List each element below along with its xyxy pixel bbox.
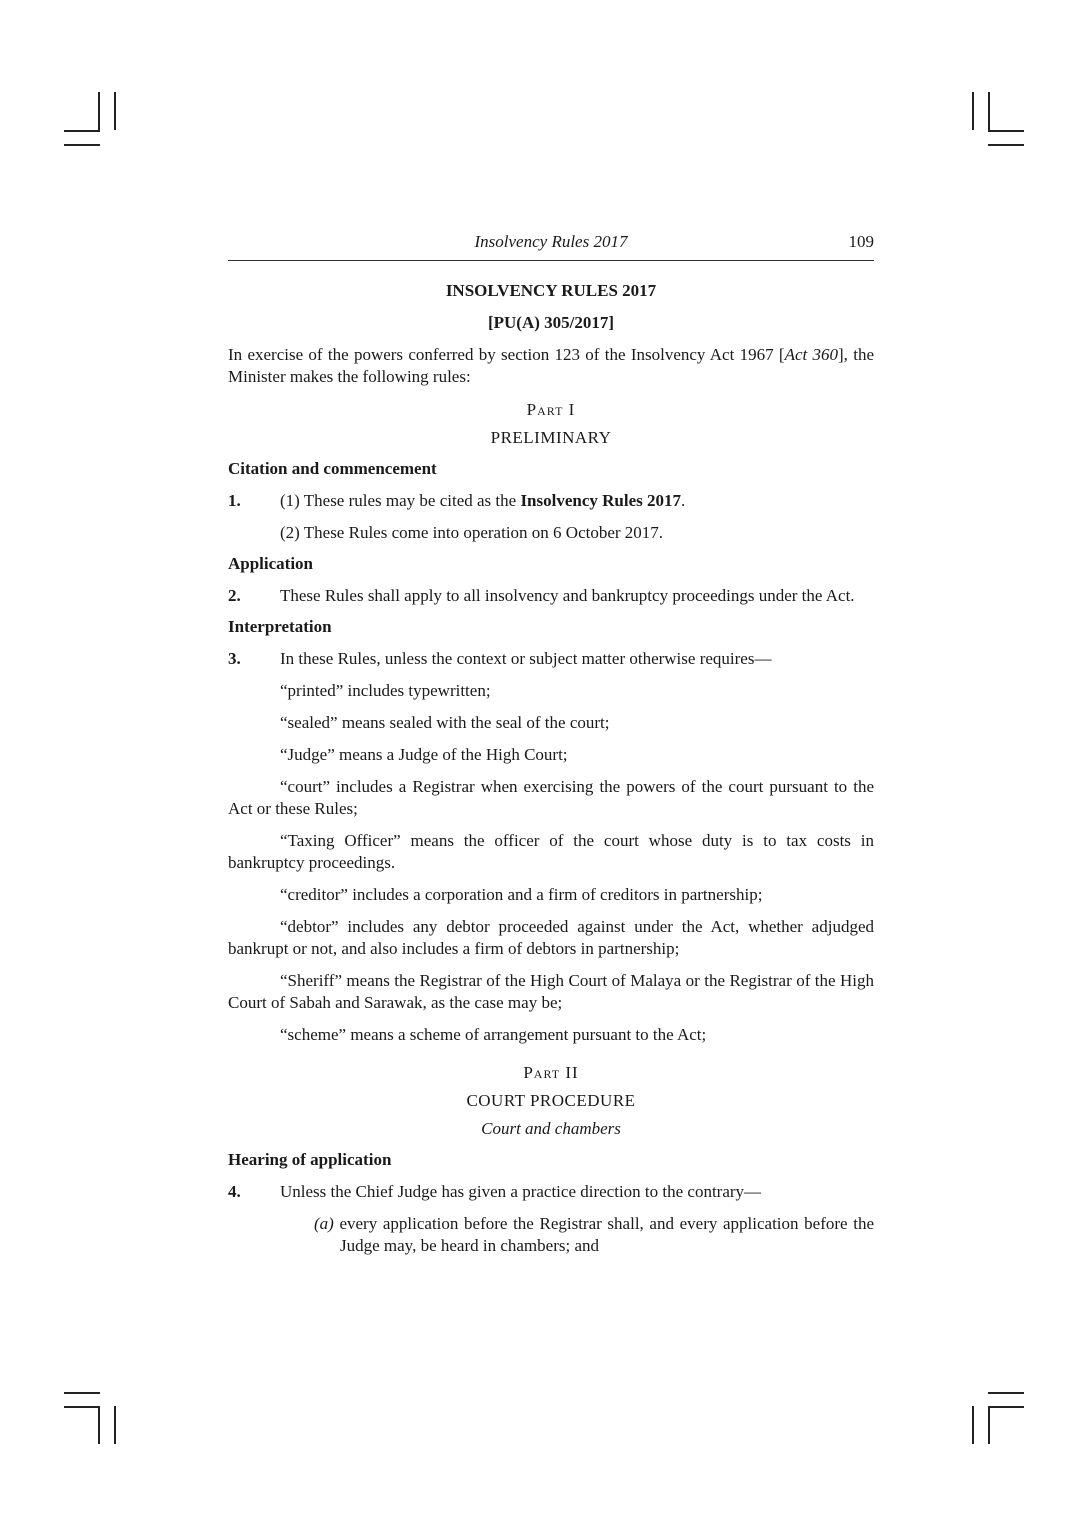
paragraph-label: (a) (314, 1214, 334, 1233)
definition: “Judge” means a Judge of the High Court; (280, 745, 568, 764)
part-label: Part II (523, 1063, 579, 1082)
section-heading: Application (228, 554, 314, 573)
part-subtitle: Court and chambers (481, 1119, 621, 1138)
subrule-paragraph: (2) These Rules come into operation on 6 October 2017. (280, 523, 664, 542)
crop-mark (972, 92, 974, 130)
rule-number: 3. (228, 649, 241, 668)
crop-mark (114, 92, 116, 130)
section-heading: Citation and commencement (228, 459, 437, 478)
definition: “scheme” means a scheme of arrangement pursuant to the Act; (280, 1025, 707, 1044)
crop-mark (98, 92, 100, 130)
part-title: PRELIMINARY (490, 428, 612, 447)
crop-mark (64, 144, 100, 146)
rule-paragraph: 4. Unless the Chief Judge has given a practice direction to the contrary— (228, 1182, 762, 1201)
part-label: Part I (526, 400, 576, 419)
crop-mark (988, 144, 1024, 146)
rule-paragraph: 3. In these Rules, unless the context or subject matter otherwise requires— (228, 649, 772, 668)
crop-mark (988, 1406, 1024, 1408)
document-citation: [PU(A) 305/2017] (487, 313, 615, 332)
crop-mark (988, 1392, 1024, 1394)
definition: “court” includes a Registrar when exercising the powers of the court pursuant to the Act or these Rules; (228, 777, 874, 818)
page-number: 109 (848, 232, 874, 251)
rule-number: 4. (228, 1182, 241, 1201)
page-body (228, 280, 874, 1257)
crop-mark (114, 1406, 116, 1444)
crop-mark (972, 1406, 974, 1444)
running-title: Insolvency Rules 2017 (474, 232, 628, 251)
running-header (228, 232, 874, 261)
short-title: Insolvency Rules 2017 (520, 491, 682, 510)
rule-paragraph: 2. These Rules shall apply to all insolvency and bankruptcy proceedings under the Act. (228, 586, 855, 605)
definition: “Taxing Officer” means the officer of the court whose duty is to tax costs in bankruptcy proceedings. (228, 831, 874, 872)
part-title: COURT PROCEDURE (466, 1091, 636, 1110)
rule-number: 2. (228, 586, 241, 605)
rule-number: 1. (228, 491, 241, 510)
enacting-clause: In exercise of the powers conferred by section 123 of the Insolvency Act 1967 [Act 360], the Minister makes the following rules: (228, 345, 874, 386)
section-heading: Hearing of application (228, 1150, 392, 1169)
crop-mark (988, 1406, 990, 1444)
crop-mark (98, 1406, 100, 1444)
definition: “Sheriff” means the Registrar of the High Court of Malaya or the Registrar of the High Court of Sabah and Sarawak, as the case may be; (228, 971, 874, 1012)
crop-mark (988, 92, 990, 130)
definition: “sealed” means sealed with the seal of the court; (280, 713, 610, 732)
definition: “creditor” includes a corporation and a firm of creditors in partnership; (280, 885, 763, 904)
document-title: INSOLVENCY RULES 2017 (445, 281, 657, 300)
section-heading: Interpretation (228, 617, 332, 636)
rule-paragraph: 1. (1) These rules may be cited as the Insolvency Rules 2017. (228, 491, 686, 510)
crop-mark (64, 1406, 100, 1408)
definition: “printed” includes typewritten; (280, 681, 491, 700)
act-reference: Act 360 (784, 345, 839, 364)
crop-mark (64, 1392, 100, 1394)
definition: “debtor” includes any debtor proceeded against under the Act, whether adjudged bankrupt or not, and also includes a firm of debtors in partnership; (228, 917, 874, 958)
sub-paragraph: (a) every application before the Registrar shall, and every application before the Judge may, be heard in chambers; and (314, 1214, 874, 1255)
crop-mark (64, 130, 100, 132)
crop-mark (988, 130, 1024, 132)
